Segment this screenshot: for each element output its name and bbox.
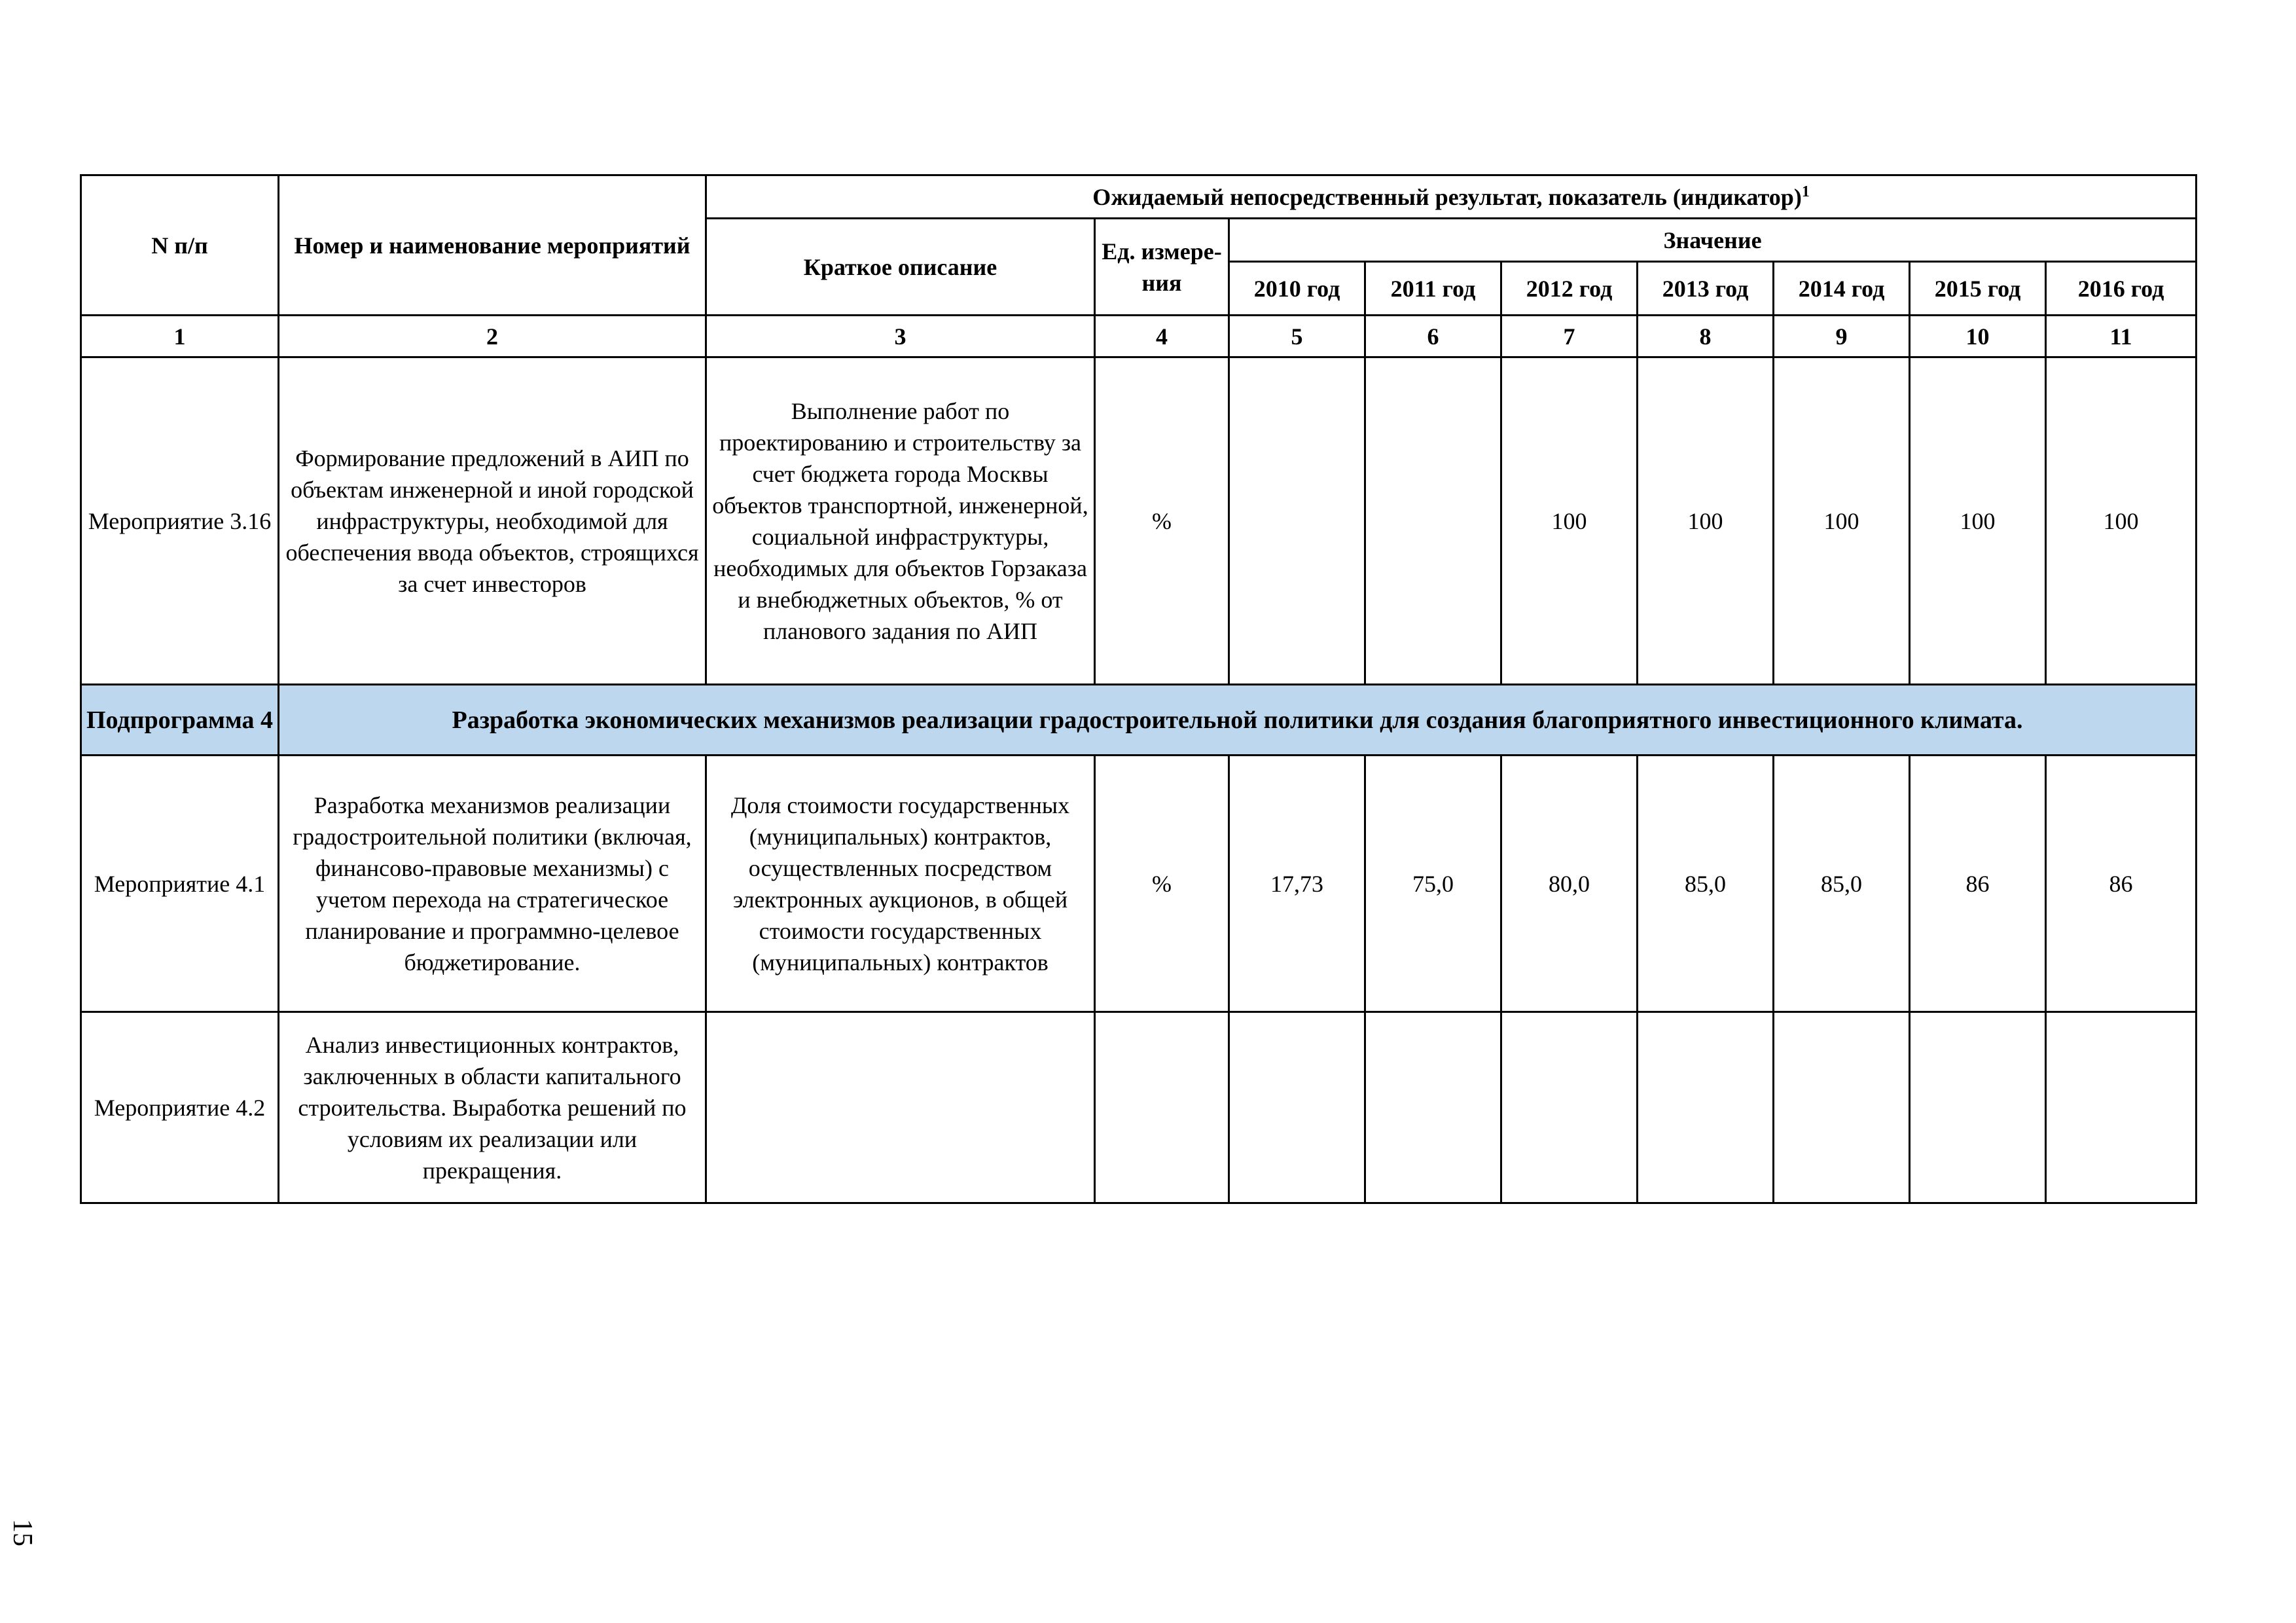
- col-number: 2: [279, 316, 706, 357]
- row-value: [1501, 1012, 1638, 1203]
- year-cell: 2013 год: [1638, 262, 1774, 316]
- col-number: 7: [1501, 316, 1638, 357]
- row-value: 85,0: [1638, 756, 1774, 1012]
- row-name: Формирование предложений в АИП по объектам инженерной и иной городской инфраструктуры, необходимой для обеспечения ввода объектов, строящихся за счет инвесторов: [279, 357, 706, 685]
- row-value: [2046, 1012, 2197, 1203]
- header-row-1: [81, 175, 2197, 219]
- row-id: Мероприятие 3.16: [81, 357, 279, 685]
- year-cell: 2016 год: [2046, 262, 2197, 316]
- row-value: [1910, 1012, 2046, 1203]
- year-cell: 2015 год: [1910, 262, 2046, 316]
- year-cell: 2011 год: [1365, 262, 1501, 316]
- header-description: Краткое описание: [706, 219, 1095, 316]
- header-unit: Ед. измере-ния: [1095, 219, 1229, 316]
- row-description: [706, 1012, 1095, 1203]
- col-number: 5: [1229, 316, 1365, 357]
- footnote-mark: 1: [1801, 183, 1810, 200]
- subprogram-row: [81, 685, 2197, 756]
- row-value: [1229, 1012, 1365, 1203]
- year-cell: 2010 год: [1229, 262, 1365, 316]
- row-value: 100: [1501, 357, 1638, 685]
- col-number: 8: [1638, 316, 1774, 357]
- table-row: [81, 756, 2197, 1012]
- row-value: 100: [1638, 357, 1774, 685]
- expected-result-text: Ожидаемый непосредственный результат, показатель (индикатор): [1092, 183, 1802, 210]
- row-value: 100: [1910, 357, 2046, 685]
- row-unit: [1095, 1012, 1229, 1203]
- col-number: 4: [1095, 316, 1229, 357]
- subprogram-label: Подпрограмма 4: [81, 685, 279, 756]
- year-cell: 2012 год: [1501, 262, 1638, 316]
- row-unit: %: [1095, 756, 1229, 1012]
- row-value: 86: [2046, 756, 2197, 1012]
- row-value: [1229, 357, 1365, 685]
- row-description: Доля стоимости государственных (муниципальных) контрактов, осуществленных посредством электронных аукционов, в общей стоимости государственных (муниципальных) контрактов: [706, 756, 1095, 1012]
- row-value: [1365, 357, 1501, 685]
- row-value: [1774, 1012, 1910, 1203]
- col-number: 9: [1774, 316, 1910, 357]
- table-row: [81, 357, 2197, 685]
- col-number: 3: [706, 316, 1095, 357]
- col-number: 1: [81, 316, 279, 357]
- column-number-row: [81, 316, 2197, 357]
- row-unit: %: [1095, 357, 1229, 685]
- header-name: Номер и наименование мероприятий: [279, 175, 706, 316]
- header-num: N п/п: [81, 175, 279, 316]
- row-value: 75,0: [1365, 756, 1501, 1012]
- col-number: 11: [2046, 316, 2197, 357]
- row-value: 100: [1774, 357, 1910, 685]
- row-id: Мероприятие 4.1: [81, 756, 279, 1012]
- row-description: Выполнение работ по проектированию и строительству за счет бюджета города Москвы объектов транспортной, инженерной, социальной инфраструктуры, необходимых для объектов Горзаказа и внебюджетных объектов, % от планового задания по АИП: [706, 357, 1095, 685]
- row-value: 85,0: [1774, 756, 1910, 1012]
- row-name: Анализ инвестиционных контрактов, заключенных в области капитального строительства. Выработка решений по условиям их реализации или прекращения.: [279, 1012, 706, 1203]
- row-value: 100: [2046, 357, 2197, 685]
- col-number: 10: [1910, 316, 2046, 357]
- row-id: Мероприятие 4.2: [81, 1012, 279, 1203]
- row-value: 86: [1910, 756, 2046, 1012]
- row-value: 17,73: [1229, 756, 1365, 1012]
- page-number: 15: [7, 1519, 37, 1546]
- row-value: 80,0: [1501, 756, 1638, 1012]
- row-value: [1638, 1012, 1774, 1203]
- header-value: Значение: [1229, 219, 2197, 262]
- table-row: [81, 1012, 2197, 1203]
- subprogram-title: Разработка экономических механизмов реализации градостроительной политики для создания благоприятного инвестиционного климата.: [279, 685, 2197, 756]
- header-expected-result: [706, 175, 2197, 219]
- row-name: Разработка механизмов реализации градостроительной политики (включая, финансово-правовые механизмы) с учетом перехода на стратегическое планирование и программно-целевое бюджетирование.: [279, 756, 706, 1012]
- row-value: [1365, 1012, 1501, 1203]
- col-number: 6: [1365, 316, 1501, 357]
- year-cell: 2014 год: [1774, 262, 1910, 316]
- indicators-table: [80, 174, 2197, 1204]
